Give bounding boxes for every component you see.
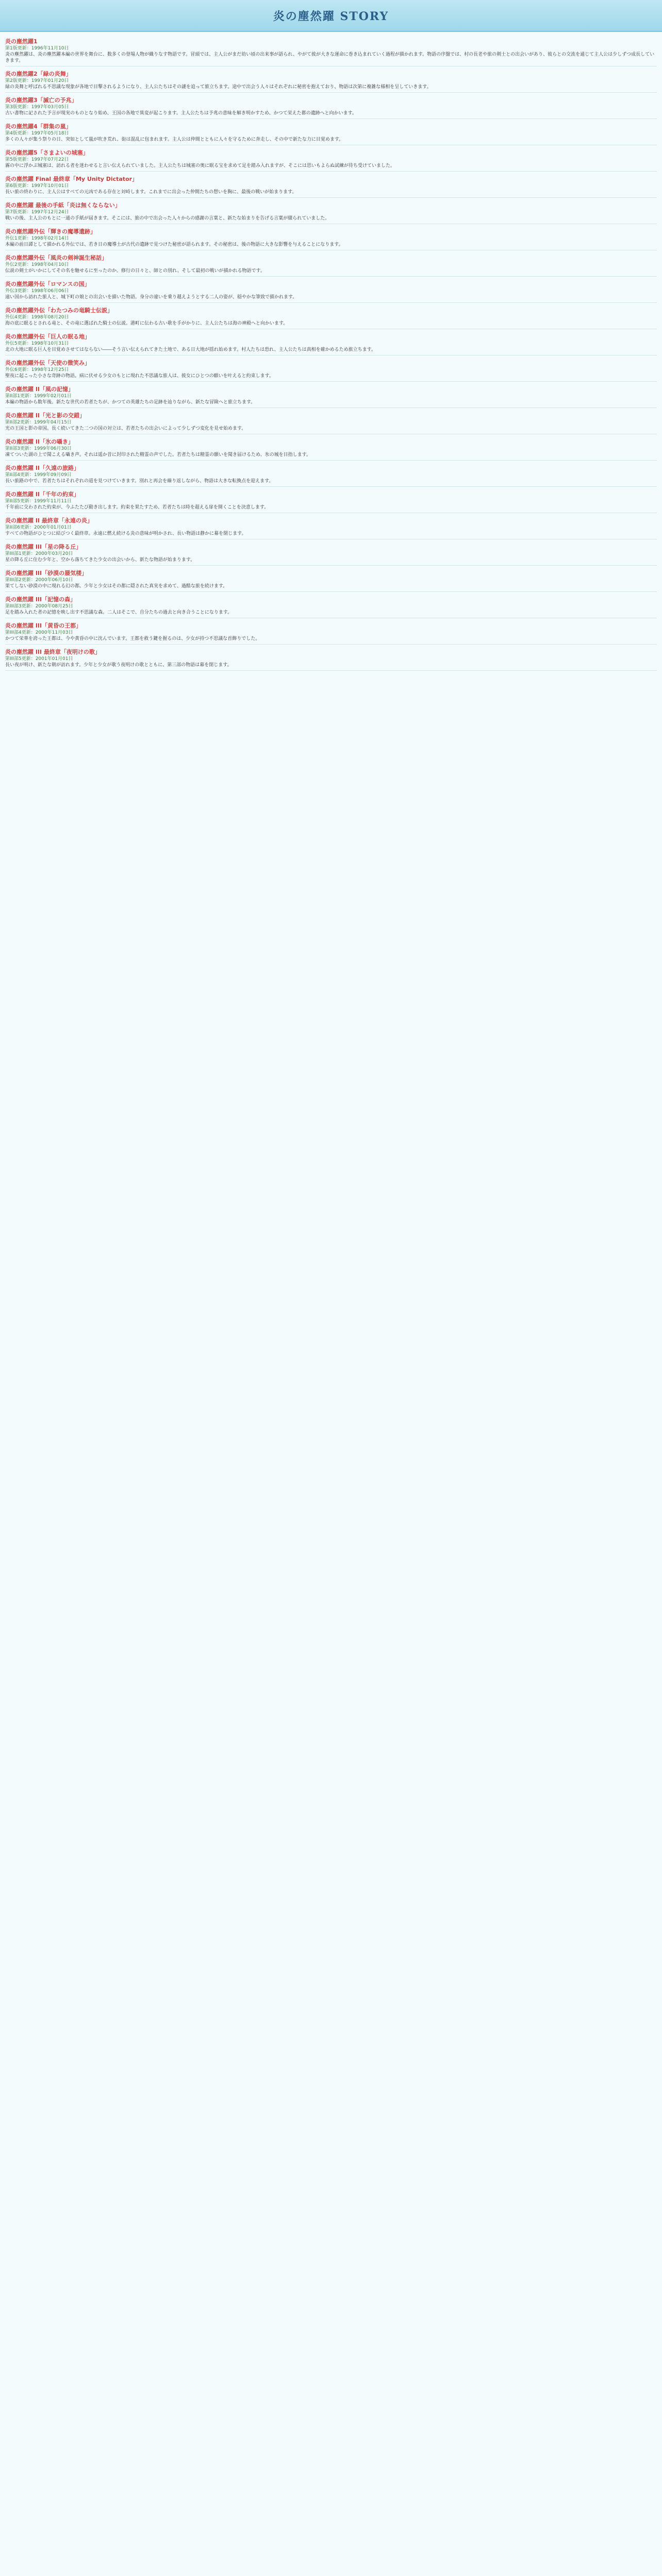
entry-title: 炎の塵然躍 II「光と影の交錯」 (5, 412, 86, 419)
story-entry (5, 383, 657, 409)
entry-body: 光の王国と影の帝国。長く続いてきた二つの国の対立は、若者たちの出会いによって少しずつ変化を見せ始めます。 (5, 426, 246, 431)
entry-date: 外伝6更新：1998年12月25日 (5, 367, 69, 372)
entry-title: 炎の塵然躍 III「記憶の森」 (5, 596, 76, 603)
entry-title: 炎の塵然躍 III「砂漠の蜃気楼」 (5, 570, 88, 577)
entry-date: 第II部3更新：1999年06月30日 (5, 446, 72, 451)
entry-title: 炎の塵然躍 Final 最終章「My Unity Dictator」 (5, 176, 138, 182)
story-entry (5, 619, 657, 646)
entry-body: 北の大地に眠る巨人を目覚めさせてはならない――そう言い伝えられてきた土地で、ある日大地が揺れ始めます。村人たちは恐れ、主人公たちは真相を確かめるため旅立ちます。 (5, 347, 376, 352)
entry-divider (5, 381, 657, 382)
story-entry (5, 462, 657, 488)
entry-divider (5, 92, 657, 93)
entry-body: 遠い国から訪れた旅人と、城下町の娘との出会いを描いた物語。身分の違いを乗り越えようとする二人の姿が、穏やかな筆致で描かれます。 (5, 295, 297, 300)
entry-divider (5, 670, 657, 671)
entry-date: 外伝2更新：1998年04月10日 (5, 262, 69, 267)
entry-date: 外伝1更新：1998年02月14日 (5, 236, 69, 241)
story-entry (5, 251, 657, 278)
entry-body: 星の降る丘に住む少年と、空から落ちてきた少女の出会いから、新たな物語が始まります。 (5, 557, 195, 563)
entry-body: かつて栄華を誇った王都は、今や黄昏の中に沈んでいます。王都を救う鍵を握るのは、少女が持つ不思議な首飾りでした。 (5, 636, 260, 641)
entry-title: 炎の塵然躍1 (5, 38, 38, 45)
story-entry (5, 146, 657, 173)
entry-body: 凍てついた湖の上で聞こえる囁き声。それは遥か昔に封印された精霊の声でした。若者たちは精霊の願いを聞き届けるため、氷の城を目指します。 (5, 452, 311, 457)
entry-date: 第2版更新：1997年01月20日 (5, 78, 69, 83)
entry-title: 炎の塵然躍 III「星の降る丘」 (5, 544, 82, 550)
entry-body: 緑の炎舞と呼ばれる不思議な現象が各地で目撃されるようになり、主人公たちはその謎を追って旅立ちます。途中で出会う人々はそれぞれに秘密を抱えており、物語は次第に複雑な様相を呈していきます。 (5, 84, 432, 90)
entry-body: 千年前に交わされた約束が、今ふたたび動き出します。約束を果たすため、若者たちは時を超える扉を開くことを決意します。 (5, 505, 269, 510)
entry-body: 霧の中に浮かぶ城塞は、訪れる者を迷わせると言い伝えられていました。主人公たちは城塞の奥に眠る宝を求めて足を踏み入れますが、そこには思いもよらぬ試練が待ち受けていました。 (5, 163, 395, 168)
entry-title: 炎の塵然躍 III「黄昏の王都」 (5, 622, 82, 629)
entry-title: 炎の塵然躍 III 最終章「夜明けの歌」 (5, 649, 101, 655)
story-entry (5, 225, 657, 251)
entry-title: 炎の塵然躍外伝「わたつみの竜騎士伝説」 (5, 307, 113, 314)
story-entry (5, 67, 657, 94)
site-header (0, 0, 662, 32)
entry-body: 長い旅路の中で、若者たちはそれぞれの道を見つけていきます。別れと再会を繰り返しながら、物語は大きな転換点を迎えます。 (5, 479, 274, 484)
entry-date: 第III部2更新：2000年06月10日 (5, 578, 73, 583)
entry-body: 炎の塵然躍は、炎の塵然躍本編の世界を舞台に、数多くの登場人物が織りなす物語です。冒頭では、主人公がまだ幼い頃の出来事が語られ、やがて彼が大きな運命に巻き込まれていく過程が描かれます。物語の序盤では、村の長老や旅の剣士との出会いがあり、彼らとの交流を通じて主人公は少しずつ成長していきます。 (5, 52, 655, 63)
entry-date: 第3版更新：1997年03月05日 (5, 105, 69, 110)
story-entry (5, 120, 657, 146)
entry-body: 海の底に眠るとされる竜と、その竜に選ばれた騎士の伝説。港町に伝わる古い歌を手がかりに、主人公たちは海の神殿へと向かいます。 (5, 321, 288, 326)
story-entry (5, 357, 657, 383)
entry-divider (5, 302, 657, 303)
entry-date: 第III部5更新：2001年01月01日 (5, 656, 73, 662)
site-title: 炎の塵然躍 STORY (273, 9, 389, 23)
entry-date: 第II部6更新：2000年01月01日 (5, 525, 72, 530)
entry-divider (5, 591, 657, 592)
entry-title: 炎の塵然躍外伝「風炎の剣神誕生秘話」 (5, 255, 107, 261)
entry-divider (5, 171, 657, 172)
entry-date: 第II部5更新：1999年11月11日 (5, 499, 72, 504)
story-entry (5, 435, 657, 462)
entry-divider (5, 118, 657, 119)
entry-date: 第III部3更新：2000年08月25日 (5, 604, 73, 609)
entry-title: 炎の塵然躍 II「風の記憶」 (5, 386, 74, 393)
entry-body: 本編の前日譚として描かれる外伝では、若き日の魔導士が古代の遺跡で見つけた秘密が語られます。その秘密は、後の物語に大きな影響を与えることになります。 (5, 242, 343, 247)
entry-title: 炎の塵然躍 II「氷の囁き」 (5, 438, 74, 445)
entry-date: 第II部4更新：1999年09月09日 (5, 472, 72, 478)
story-entry (5, 567, 657, 593)
entry-body: 本編の物語から数年後。新たな世代の若者たちが、かつての英雄たちの足跡を辿りながら、新たな冒険へと旅立ちます。 (5, 400, 256, 405)
entry-title: 炎の塵然躍3「滅亡の予兆」 (5, 97, 77, 104)
story-entry (5, 514, 657, 540)
entry-date: 第III部1更新：2000年03月20日 (5, 551, 73, 556)
entry-date: 外伝4更新：1998年08月20日 (5, 315, 69, 320)
story-entry (5, 646, 657, 672)
story-entry (5, 173, 657, 199)
entry-title: 炎の塵然躍5「さまよいの城塞」 (5, 149, 89, 156)
story-entry (5, 35, 657, 67)
entry-date: 第1版更新：1996年11月10日 (5, 46, 69, 51)
story-entry (5, 94, 657, 120)
entry-date: 第4版更新：1997年05月18日 (5, 131, 69, 136)
story-entry (5, 409, 657, 435)
entry-title: 炎の塵然躍 II「千年の約束」 (5, 491, 80, 498)
entry-date: 第7版更新：1997年12月24日 (5, 210, 69, 215)
entry-divider (5, 565, 657, 566)
entry-body: 足を踏み入れた者の記憶を映し出す不思議な森。二人はそこで、自分たちの過去と向き合うことになります。 (5, 610, 233, 615)
entry-date: 第III部4更新：2000年11月03日 (5, 630, 73, 635)
entry-divider (5, 486, 657, 487)
entry-title: 炎の塵然躍 II 最終章「永遠の炎」 (5, 517, 93, 524)
entry-body: 長い夜が明け、新たな朝が訪れます。少年と少女が歌う夜明けの歌とともに、第三部の物語は幕を閉じます。 (5, 663, 232, 668)
entry-body: 古い書物に記された予言が現実のものとなり始め、王国の各地で異変が起こります。主人公たちは予兆の意味を解き明かすため、かつて栄えた都の遺跡へと向かいます。 (5, 111, 357, 116)
entry-date: 第II部2更新：1999年04月15日 (5, 420, 72, 425)
entry-divider (5, 460, 657, 461)
entry-body: 長い旅の終わりに、主人公はすべての元凶である存在と対峙します。これまでに出会った仲間たちの想いを胸に、最後の戦いが始まります。 (5, 190, 297, 195)
entry-body: 多くの人々が集う祭りの日、突如として嵐が吹き荒れ、街は混乱に包まれます。主人公は仲間とともに人々を守るために奔走し、その中で新たな力に目覚めます。 (5, 137, 344, 142)
entry-body: 聖夜に起こった小さな奇跡の物語。病に伏せる少女のもとに現れた不思議な旅人は、彼女にひとつの願いを叶えると約束します。 (5, 374, 274, 379)
entry-title: 炎の塵然躍外伝「ロマンスの国」 (5, 281, 90, 287)
entry-title: 炎の塵然躍外伝「輝きの魔導遺跡」 (5, 228, 96, 235)
entry-title: 炎の塵然躍外伝「巨人の眠る地」 (5, 333, 90, 340)
story-entry (5, 304, 657, 330)
entry-title: 炎の塵然躍外伝「天使の微笑み」 (5, 360, 90, 366)
entry-body: 戦いの後、主人公のもとに一通の手紙が届きます。そこには、旅の中で出会った人々からの感謝の言葉と、新たな始まりを告げる言葉が綴られていました。 (5, 216, 330, 221)
entry-body: 果てしない砂漠の中に現れる幻の都。少年と少女はその都に隠された真実を求めて、過酷な旅を続けます。 (5, 584, 228, 589)
story-entry (5, 330, 657, 357)
entry-divider (5, 644, 657, 645)
entry-body: 伝説の剣士がいかにしてその名を馳せるに至ったのか。修行の日々と、師との別れ、そして最初の戦いが描かれる物語です。 (5, 268, 265, 274)
story-entry (5, 199, 657, 225)
entry-date: 外伝3更新：1998年06月06日 (5, 289, 69, 294)
story-entry (5, 593, 657, 619)
entry-date: 第II部1更新：1999年02月01日 (5, 394, 72, 399)
entry-title: 炎の塵然躍 最後の手紙「炎は無くならない」 (5, 202, 121, 209)
entry-body: すべての物語がひとつに結びつく最終章。永遠に燃え続ける炎の意味が明かされ、長い物語は静かに幕を閉じます。 (5, 531, 246, 536)
entry-title: 炎の塵然躍4「群集の嵐」 (5, 123, 72, 130)
entry-title: 炎の塵然躍 II「久遠の旅路」 (5, 465, 80, 471)
entry-divider (5, 197, 657, 198)
story-entry (5, 488, 657, 514)
entry-date: 外伝5更新：1998年10月31日 (5, 341, 69, 346)
story-list (0, 35, 662, 672)
entry-divider (5, 276, 657, 277)
entry-date: 第5版更新：1997年07月22日 (5, 157, 69, 162)
story-entry (5, 278, 657, 304)
entry-title: 炎の塵然躍2「緑の炎舞」 (5, 71, 72, 77)
story-entry (5, 540, 657, 567)
entry-date: 第6版更新：1997年10月01日 (5, 183, 69, 189)
